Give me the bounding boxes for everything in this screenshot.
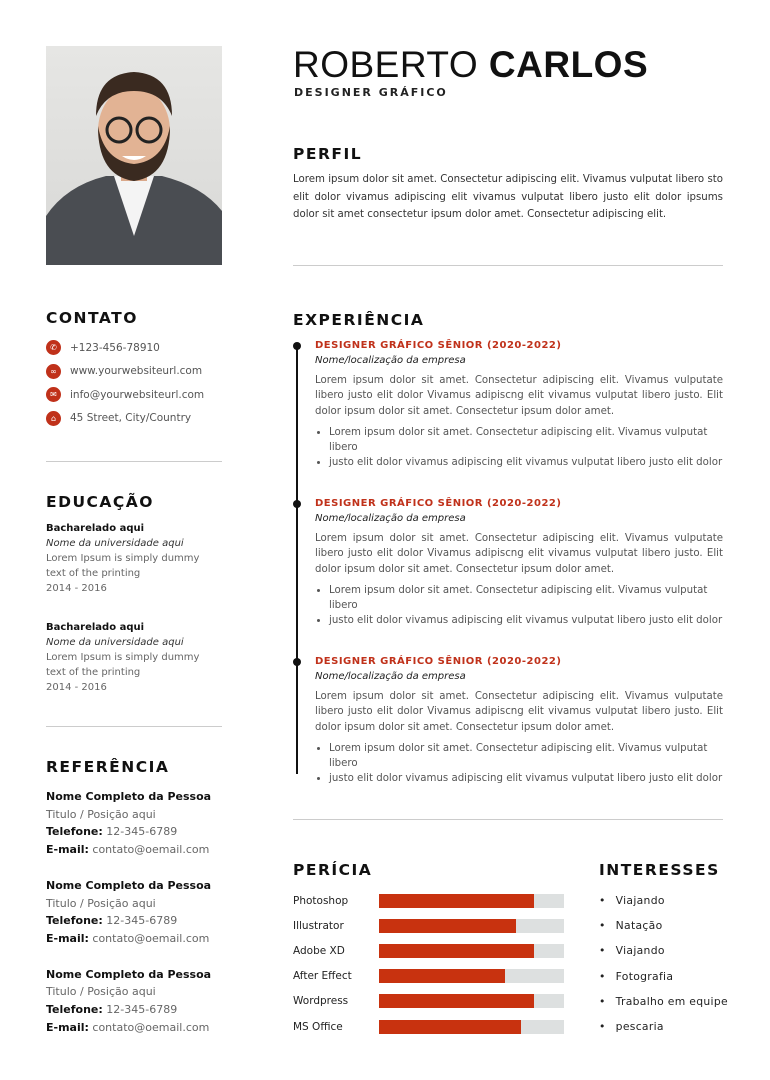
divider xyxy=(46,461,222,462)
email-value: contato@oemail.com xyxy=(92,1020,210,1034)
education-item xyxy=(46,620,222,695)
skill-name: Illustrator xyxy=(293,919,344,932)
reference-position: Titulo / Posição aqui xyxy=(46,896,156,910)
email-label: E-mail: xyxy=(46,1020,89,1034)
reference-item xyxy=(46,966,246,1037)
education-school: Nome da universidade aqui xyxy=(46,637,184,648)
reference-email xyxy=(46,930,246,948)
interest-item: • Viajando xyxy=(599,888,728,913)
timeline-dot xyxy=(293,658,301,666)
job-bullets xyxy=(315,741,723,787)
reference-email xyxy=(46,841,246,859)
experience-item xyxy=(315,498,723,629)
phone-label: Telefone: xyxy=(46,914,103,928)
job-bullet: • Lorem ipsum dolor sit amet. Consectetur adipiscing elit. Vivamus vulputat libero xyxy=(329,425,723,456)
interest-item: • pescaria xyxy=(599,1014,728,1039)
interest-item: • Trabalho em equipe xyxy=(599,989,728,1014)
skill-name: Wordpress xyxy=(293,995,349,1008)
job-bullet: • justo elit dolor vivamus adipiscing elit vivamus vulputat libero justo elit dolor xyxy=(329,613,723,628)
skill-bar-fill xyxy=(379,894,534,908)
job-bullet: • justo elit dolor vivamus adipiscing elit vivamus vulputat libero justo elit dolor xyxy=(329,771,723,786)
contact-item xyxy=(46,336,204,360)
job-title: DESIGNER GRÁFICO SÊNIOR (2020-2022) xyxy=(315,498,562,509)
reference-phone xyxy=(46,912,246,930)
skills-list xyxy=(293,888,564,1039)
education-degree: Bacharelado aqui xyxy=(46,523,145,534)
reference-phone xyxy=(46,1001,246,1019)
timeline-line xyxy=(296,346,298,774)
reference-item xyxy=(46,788,246,859)
phone-label: Telefone: xyxy=(46,1003,103,1017)
education-desc1: Lorem Ipsum is simply dummy xyxy=(46,652,200,663)
education-list xyxy=(46,521,222,695)
references-heading: REFERÊNCIA xyxy=(46,758,170,776)
email-value: contato@oemail.com xyxy=(92,843,210,857)
skill-bar xyxy=(379,994,564,1008)
skill-name: Photoshop xyxy=(293,894,349,907)
job-bullet: • justo elit dolor vivamus adipiscing elit vivamus vulputat libero justo elit dolor xyxy=(329,455,723,470)
skill-bar-fill xyxy=(379,944,534,958)
skill-row xyxy=(293,888,564,913)
skill-bar xyxy=(379,919,564,933)
job-bullet: • Lorem ipsum dolor sit amet. Consectetur adipiscing elit. Vivamus vulputat libero xyxy=(329,741,723,772)
skill-row xyxy=(293,913,564,938)
phone-icon: ✆ xyxy=(46,340,61,355)
job-company: Nome/localização da empresa xyxy=(315,671,466,682)
skill-bar-fill xyxy=(379,1020,521,1034)
education-years: 2014 - 2016 xyxy=(46,583,107,594)
contact-text: +123-456-78910 xyxy=(70,341,160,354)
divider xyxy=(46,726,222,727)
education-years: 2014 - 2016 xyxy=(46,682,107,693)
timeline-dot xyxy=(293,500,301,508)
skill-bar xyxy=(379,944,564,958)
job-description: Lorem ipsum dolor sit amet. Consectetur adipiscing elit. Vivamus vulputate libero justo elit dolor Vivamus adipiscng elit vivamus vulputat libero justo. Elit dolor ipsum dolor sit amet. Consectetur ipsum dolor amet. xyxy=(315,533,723,575)
education-desc1: Lorem Ipsum is simply dummy xyxy=(46,553,200,564)
interest-item: • Fotografia xyxy=(599,964,728,989)
job-bullets xyxy=(315,583,723,629)
skill-name: Adobe XD xyxy=(293,944,345,957)
reference-name: Nome Completo da Pessoa xyxy=(46,790,212,803)
experience-heading: EXPERIÊNCIA xyxy=(293,311,425,329)
phone-label: Telefone: xyxy=(46,825,103,839)
interest-item: • Natação xyxy=(599,913,728,938)
email-label: E-mail: xyxy=(46,843,89,857)
skill-name: After Effect xyxy=(293,970,352,983)
skill-bar xyxy=(379,969,564,983)
timeline-dot xyxy=(293,342,301,350)
skills-heading: PERÍCIA xyxy=(293,861,373,879)
contact-item xyxy=(46,383,204,407)
education-degree: Bacharelado aqui xyxy=(46,622,145,633)
interest-item: • Viajando xyxy=(599,938,728,963)
skill-bar-fill xyxy=(379,969,505,983)
job-description: Lorem ipsum dolor sit amet. Consectetur adipiscing elit. Vivamus vulputate libero justo elit dolor Vivamus adipiscng elit vivamus vulputat libero justo. Elit dolor ipsum dolor sit amet. Consectetur ipsum dolor amet. xyxy=(315,691,723,733)
education-school: Nome da universidade aqui xyxy=(46,538,184,549)
phone-value: 12-345-6789 xyxy=(106,914,178,928)
skill-bar-fill xyxy=(379,994,534,1008)
job-company: Nome/localização da empresa xyxy=(315,513,466,524)
skill-row xyxy=(293,938,564,963)
email-label: E-mail: xyxy=(46,931,89,945)
skill-bar xyxy=(379,894,564,908)
interests-heading: INTERESSES xyxy=(599,861,720,879)
skill-row xyxy=(293,1014,564,1039)
reference-position: Titulo / Posição aqui xyxy=(46,807,156,821)
divider xyxy=(293,265,723,266)
reference-phone xyxy=(46,823,246,841)
reference-name: Nome Completo da Pessoa xyxy=(46,967,212,981)
contact-text: www.yourwebsiteurl.com xyxy=(70,365,203,378)
phone-value: 12-345-6789 xyxy=(106,825,178,839)
job-bullet: • Lorem ipsum dolor sit amet. Consectetur adipiscing elit. Vivamus vulputat libero xyxy=(329,583,723,614)
email-value: contato@oemail.com xyxy=(92,931,210,945)
references-list xyxy=(46,788,246,1036)
mail-icon: ✉ xyxy=(46,387,61,402)
divider xyxy=(293,819,723,820)
contact-text: 45 Street, City/Country xyxy=(70,412,192,425)
reference-item xyxy=(46,877,246,948)
job-description: Lorem ipsum dolor sit amet. Consectetur adipiscing elit. Vivamus vulputate libero justo elit dolor Vivamus adipiscng elit vivamus vulputat libero justo. Elit dolor ipsum dolor sit amet. Consectetur ipsum dolor amet. xyxy=(315,375,723,417)
profile-heading: PERFIL xyxy=(293,145,363,163)
skill-name: MS Office xyxy=(293,1020,343,1033)
interests-list xyxy=(599,888,728,1039)
skill-bar-fill xyxy=(379,919,516,933)
candidate-name: ROBERTO CARLOS xyxy=(293,44,649,85)
skill-bar xyxy=(379,1020,564,1034)
contact-heading: CONTATO xyxy=(46,309,138,327)
contact-list xyxy=(46,336,204,430)
job-company: Nome/localização da empresa xyxy=(315,355,466,366)
education-desc2: text of the printing xyxy=(46,568,141,579)
experience-item xyxy=(315,340,723,471)
skill-row xyxy=(293,964,564,989)
home-icon: ⌂ xyxy=(46,411,61,426)
skill-row xyxy=(293,989,564,1014)
reference-name: Nome Completo da Pessoa xyxy=(46,878,212,892)
education-desc2: text of the printing xyxy=(46,667,141,678)
profile-photo xyxy=(46,46,222,265)
contact-item xyxy=(46,360,204,384)
education-heading: EDUCAÇÃO xyxy=(46,493,154,511)
contact-text: info@yourwebsiteurl.com xyxy=(70,388,205,401)
education-item xyxy=(46,521,222,596)
reference-position: Titulo / Posição aqui xyxy=(46,985,156,999)
job-title: DESIGNER GRÁFICO SÊNIOR (2020-2022) xyxy=(315,340,562,351)
link-icon: ∞ xyxy=(46,364,61,379)
job-title: DESIGNER GRÁFICO SÊNIOR (2020-2022) xyxy=(315,656,562,667)
contact-item xyxy=(46,407,204,431)
candidate-title: DESIGNER GRÁFICO xyxy=(294,86,448,99)
experience-item xyxy=(315,656,723,787)
job-bullets xyxy=(315,425,723,471)
phone-value: 12-345-6789 xyxy=(106,1003,178,1017)
reference-email xyxy=(46,1019,246,1037)
profile-text: Lorem ipsum dolor sit amet. Consectetur adipiscing elit. Vivamus vulputat libero sto elit dolor vivamus adipiscing elit vivamus vulputat libero justo elit dolor ipsums dolor sit amet consectetur ipsum dolor amet. Consectetur adipiscing elit. xyxy=(293,174,723,220)
